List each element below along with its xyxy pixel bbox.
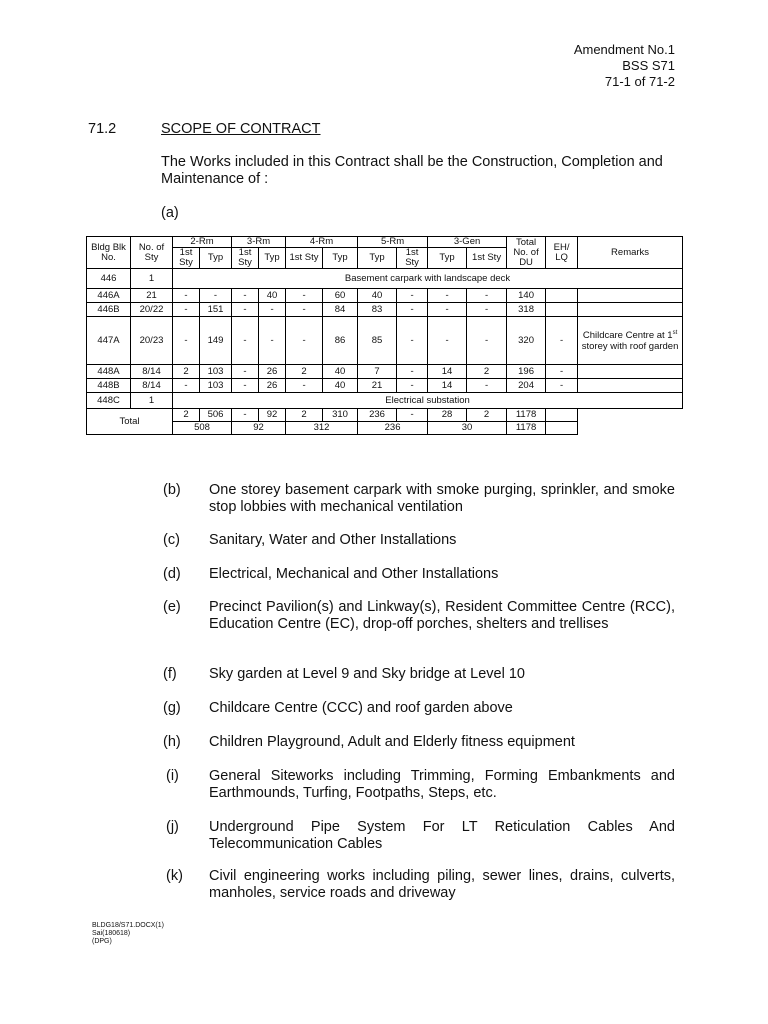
cell-remarks <box>578 365 683 379</box>
item-text: Children Playground, Adult and Elderly fitness equipment <box>209 734 575 750</box>
cell-value: - <box>173 303 200 317</box>
header-2rm: 2-Rm <box>173 237 232 248</box>
cell-value: 7 <box>358 365 397 379</box>
item-text: Electrical, Mechanical and Other Installations <box>209 566 499 582</box>
cell-value: - <box>259 303 286 317</box>
cell-value: 85 <box>358 317 397 365</box>
cell-value: - <box>397 379 428 393</box>
footer-dept: (DPG) <box>92 938 112 945</box>
item-text: Childcare Centre (CCC) and roof garden above <box>209 700 513 716</box>
remarks-text: Childcare Centre at 1 <box>582 329 673 341</box>
cell-ehlq: - <box>546 365 578 379</box>
table-row <box>87 365 683 379</box>
cell-value: 26 <box>259 365 286 379</box>
header-ehlq: EH/ LQ <box>546 237 578 269</box>
header-bldg: Bldg Blk No. <box>87 237 131 269</box>
item-label: (c) <box>163 532 180 548</box>
cell-total: 318 <box>507 303 546 317</box>
item-label: (f) <box>163 666 177 682</box>
subtotal-3rm: 92 <box>232 422 286 435</box>
item-text: General Siteworks including Trimming, Forming Embankments and Earthmounds, Turfing, Footpaths, Steps, etc. <box>209 768 675 801</box>
subtotal-4rm: 312 <box>286 422 358 435</box>
page-reference: 71-1 of 71-2 <box>604 74 675 89</box>
table-row <box>87 379 683 393</box>
subheader-cell: 1st Sty <box>397 248 428 269</box>
cell-value: - <box>286 303 323 317</box>
item-label: (j) <box>166 819 179 835</box>
cell-value: - <box>232 303 259 317</box>
subtotal-row <box>87 422 683 435</box>
cell-value: - <box>467 379 507 393</box>
cell-value: - <box>428 289 467 303</box>
footer-filename: BLDG18/S71.DOCX(1) <box>92 922 164 929</box>
cell-sty: 20/23 <box>131 317 173 365</box>
subheader-cell: 1st Sty <box>232 248 259 269</box>
cell-value: - <box>232 379 259 393</box>
total-value: 28 <box>428 409 467 422</box>
cell-value: 60 <box>323 289 358 303</box>
item-text: One storey basement carpark with smoke purging, sprinkler, and smoke stop lobbies with mechanical ventilation <box>209 482 675 515</box>
cell-value: 149 <box>200 317 232 365</box>
table-row <box>87 289 683 303</box>
section-title: SCOPE OF CONTRACT <box>161 121 321 137</box>
cell-span-note: Basement carpark with landscape deck <box>173 269 683 289</box>
subheader-cell: Typ <box>259 248 286 269</box>
cell-value: 2 <box>286 365 323 379</box>
cell-value: - <box>397 317 428 365</box>
cell-value: 14 <box>428 365 467 379</box>
total-value: 2 <box>173 409 200 422</box>
blank-cell <box>578 409 683 422</box>
total-value: 2 <box>286 409 323 422</box>
cell-sty: 8/14 <box>131 379 173 393</box>
table-row <box>87 269 683 289</box>
cell-sty: 1 <box>131 269 173 289</box>
cell-blk: 448C <box>87 393 131 409</box>
table-row <box>87 303 683 317</box>
cell-ehlq <box>546 289 578 303</box>
cell-blk: 446A <box>87 289 131 303</box>
cell-value: 151 <box>200 303 232 317</box>
cell-value: 103 <box>200 379 232 393</box>
cell-value: - <box>397 365 428 379</box>
remarks-text-tail: storey with roof garden <box>581 340 679 352</box>
cell-value: - <box>286 289 323 303</box>
header-3rm: 3-Rm <box>232 237 286 248</box>
cell-ehlq: - <box>546 379 578 393</box>
cell-blk: 448B <box>87 379 131 393</box>
section-number: 71.2 <box>88 121 117 137</box>
item-label: (g) <box>163 700 181 716</box>
cell-total: 320 <box>507 317 546 365</box>
subheader-cell: 1st Sty <box>286 248 323 269</box>
header-remarks: Remarks <box>578 237 683 269</box>
cell-value: - <box>467 303 507 317</box>
cell-total: 140 <box>507 289 546 303</box>
cell-remarks <box>578 289 683 303</box>
subheader-cell: 1st Sty <box>467 248 507 269</box>
cell-value: - <box>467 317 507 365</box>
header-no-of-sty: No. of Sty <box>131 237 173 269</box>
cell-blk: 447A <box>87 317 131 365</box>
total-value: 236 <box>358 409 397 422</box>
section-intro: The Works included in this Contract shall be the Construction, Completion and Maintenance of : <box>161 154 663 187</box>
document-code: BSS S71 <box>622 58 675 73</box>
total-value: 92 <box>259 409 286 422</box>
total-du: 1178 <box>507 409 546 422</box>
subtotal-2rm: 508 <box>173 422 232 435</box>
cell-value: 83 <box>358 303 397 317</box>
cell-value: 2 <box>173 365 200 379</box>
remarks-superscript: st <box>672 329 678 336</box>
cell-value: - <box>397 303 428 317</box>
amendment-number: Amendment No.1 <box>573 42 675 57</box>
cell-remarks <box>578 317 683 365</box>
cell-value: - <box>428 303 467 317</box>
total-value: 506 <box>200 409 232 422</box>
cell-remarks <box>578 303 683 317</box>
document-footer <box>92 922 164 946</box>
cell-value: 26 <box>259 379 286 393</box>
cell-value: - <box>173 379 200 393</box>
cell-value: - <box>286 379 323 393</box>
subtotal-du: 1178 <box>507 422 546 435</box>
item-text: Civil engineering works including piling, sewer lines, drains, culverts, manholes, service roads and driveway <box>209 868 675 901</box>
header-total-du: Total No. of DU <box>507 237 546 269</box>
item-label: (e) <box>163 599 181 615</box>
cell-value: 84 <box>323 303 358 317</box>
cell-value: - <box>467 289 507 303</box>
subheader-cell: Typ <box>323 248 358 269</box>
cell-value: 40 <box>358 289 397 303</box>
cell-blk: 446B <box>87 303 131 317</box>
footer-author: Sai(180618) <box>92 930 131 937</box>
item-label: (h) <box>163 734 181 750</box>
table-row <box>87 317 683 365</box>
cell-blk: 448A <box>87 365 131 379</box>
cell-sty: 1 <box>131 393 173 409</box>
subtotal-ehlq <box>546 422 578 435</box>
cell-sty: 20/22 <box>131 303 173 317</box>
cell-value: - <box>173 289 200 303</box>
cell-value: - <box>173 317 200 365</box>
cell-blk: 446 <box>87 269 131 289</box>
subtotal-5rm: 236 <box>358 422 428 435</box>
total-value: - <box>232 409 259 422</box>
total-ehlq <box>546 409 578 422</box>
total-row <box>87 409 683 422</box>
cell-value: 21 <box>358 379 397 393</box>
cell-total: 204 <box>507 379 546 393</box>
amendment-header <box>574 42 675 90</box>
subheader-cell: Typ <box>200 248 232 269</box>
header-5rm: 5-Rm <box>358 237 428 248</box>
item-text: Underground Pipe System For LT Reticulation Cables And Telecommunication Cables <box>209 819 675 852</box>
unit-mix-table <box>86 236 683 435</box>
item-label: (b) <box>163 482 181 498</box>
item-label: (k) <box>166 868 183 884</box>
subtotal-3gen: 30 <box>428 422 507 435</box>
cell-ehlq: - <box>546 317 578 365</box>
total-value: 2 <box>467 409 507 422</box>
subheader-cell: Typ <box>428 248 467 269</box>
cell-value: 40 <box>259 289 286 303</box>
item-a-label: (a) <box>161 205 179 221</box>
header-3gen: 3-Gen <box>428 237 507 248</box>
item-text: Sky garden at Level 9 and Sky bridge at Level 10 <box>209 666 525 682</box>
cell-value: - <box>232 365 259 379</box>
blank-cell <box>578 422 683 435</box>
total-value: - <box>397 409 428 422</box>
item-text: Sanitary, Water and Other Installations <box>209 532 457 548</box>
cell-value: 40 <box>323 379 358 393</box>
cell-value: 103 <box>200 365 232 379</box>
cell-value: 2 <box>467 365 507 379</box>
cell-value: - <box>428 317 467 365</box>
cell-value: 86 <box>323 317 358 365</box>
table-row <box>87 393 683 409</box>
cell-value: 40 <box>323 365 358 379</box>
cell-remarks <box>578 379 683 393</box>
cell-sty: 8/14 <box>131 365 173 379</box>
cell-sty: 21 <box>131 289 173 303</box>
total-value: 310 <box>323 409 358 422</box>
header-4rm: 4-Rm <box>286 237 358 248</box>
cell-ehlq <box>546 303 578 317</box>
cell-value: - <box>232 317 259 365</box>
cell-value: - <box>200 289 232 303</box>
cell-value: 14 <box>428 379 467 393</box>
cell-value: - <box>259 317 286 365</box>
cell-value: - <box>286 317 323 365</box>
cell-value: - <box>397 289 428 303</box>
item-text: Precinct Pavilion(s) and Linkway(s), Resident Committee Centre (RCC), Education Centre (EC), drop-off porches, shelters and trellises <box>209 599 675 632</box>
cell-value: - <box>232 289 259 303</box>
cell-total: 196 <box>507 365 546 379</box>
item-label: (d) <box>163 566 181 582</box>
total-label: Total <box>87 409 173 435</box>
item-label: (i) <box>166 768 179 784</box>
table-header-row <box>87 237 683 248</box>
subheader-cell: 1st Sty <box>173 248 200 269</box>
subheader-cell: Typ <box>358 248 397 269</box>
cell-span-note: Electrical substation <box>173 393 683 409</box>
